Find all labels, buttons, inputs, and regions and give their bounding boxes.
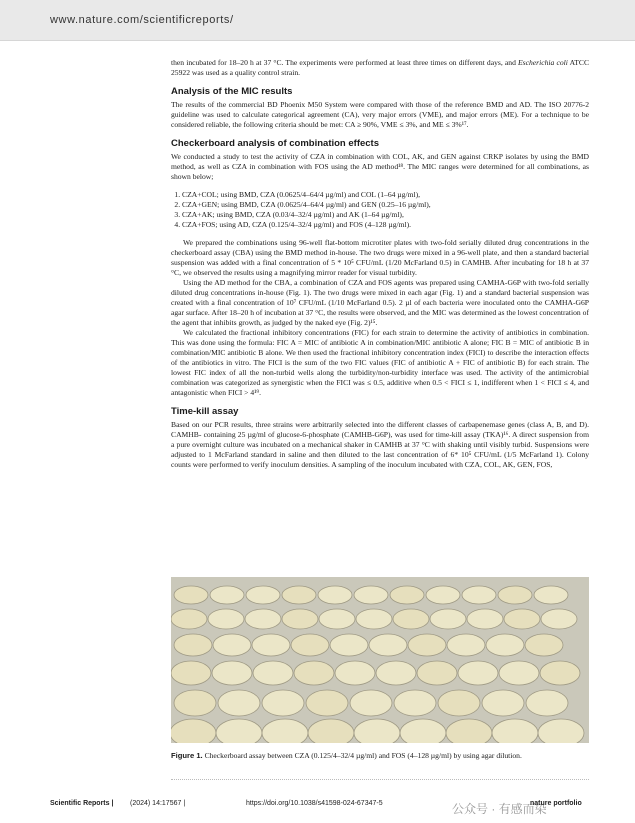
page-header (0, 0, 635, 41)
agar-plate (354, 719, 400, 743)
list-item: 4. CZA+FOS; using AD, CZA (0.125/4–32/4 µg/ml) and FOS (4–128 µg/ml). (182, 220, 589, 230)
agar-plate (262, 690, 304, 716)
agar-plate (171, 609, 207, 629)
watermark-text: 公众号 · 有感而染 (452, 802, 547, 816)
figure-label: Figure 1. (171, 751, 203, 760)
timekill-paragraph: Based on our PCR results, three strains were arbitrarily selected into the different classes of carbapenemase genes (class A, B, and D). CAMHB- containing 25 µg/ml of glucose-6-phosphate (CAMHB-G6P), was used for time-kill assay (TKA)¹⁶. A direct suspension from a pure overnight culture was incubated on a mechanical shaker in CAMHB at 37 °C with shaking until visibly turbid. Suspensions were adjusted to 1 McFarland standard in saline and then diluted to the last concentration of 6* 10⁵ CFU/mL (1/5 McFarland 1). Colony counts were performed to verify inoculum densities. A sampling of the inoculum incubated with CZA, COL, AK, GEN, FOS, (171, 420, 589, 469)
agar-plate (253, 661, 293, 685)
agar-plate (335, 661, 375, 685)
publisher-logo: nature portfolio (530, 800, 582, 807)
species-name: Escherichia coli (518, 58, 568, 67)
figure-1-photo (171, 577, 589, 743)
checkerboard-paragraph-3: Using the AD method for the CBA, a combination of CZA and FOS agents was prepared using CAMHA-G6P with two-fold serially diluted drug concentrations in-house (Fig. 1). The two drugs were mixed in each agar (Fig. 1) and a standard bacterial suspension was created with a final concentration of 10⁷ CFU/mL (1/10 McFarland 0.5). 2 µl of each bacteria were inoculated onto the CAMHA-G6P agar surface. After 18–20 h of incubation at 37 °C, the results were observed, and the MIC was determined as the lowest concentration of the agent that inhibits growth, as judged by the naked eye (Fig. 2)¹⁵. (171, 278, 589, 327)
agar-plate (174, 586, 208, 604)
agar-plate (534, 586, 568, 604)
footer-doi-link[interactable]: https://doi.org/10.1038/s41598-024-67347-5 (246, 800, 383, 807)
agar-plate (426, 586, 460, 604)
agar-plate (504, 609, 540, 629)
agar-plate (462, 586, 496, 604)
checkerboard-heading: Checkerboard analysis of combination effects (171, 138, 380, 149)
agar-plate (350, 690, 392, 716)
agar-plate (526, 690, 568, 716)
agar-plate (174, 634, 212, 656)
timekill-heading: Time-kill assay (171, 406, 239, 417)
checkerboard-intro: We conducted a study to test the activity of CZA in combination with COL, AK, and GEN against CRKP isolates by using the BMD method, as well as CZA in combination with FOS using the AD method¹⁸. The MIC ranges were determined for all combinations, as shown below; (171, 152, 589, 181)
agar-plate (319, 609, 355, 629)
agar-plate (282, 609, 318, 629)
agar-plates-image (171, 577, 589, 743)
list-item: 1. CZA+COL; using BMD, CZA (0.0625/4–64/4 µg/ml) and COL (1–64 µg/ml), (182, 190, 589, 200)
agar-plate (330, 634, 368, 656)
agar-plate (498, 586, 532, 604)
agar-plate (174, 690, 216, 716)
agar-plate (245, 609, 281, 629)
agar-plate (492, 719, 538, 743)
agar-plate (262, 719, 308, 743)
checkerboard-paragraph-2: We prepared the combinations using 96-well flat-bottom microtiter plates with two-fold serially diluted drug concentrations in the checkerboard assay (CBA) using the BMD method in-house. The two drugs were mixed in a 96-well plate, and then a standard bacterial suspension was added with a final concentration of 5 * 10⁵ CFU/mL (1/20 McFarland 0.5) in CAMHB. After incubating for 18 h at 37 °C, we observed the results using a magnifying mirror reader for visual turbidity. (171, 238, 589, 277)
combination-list (171, 190, 589, 230)
agar-plate (252, 634, 290, 656)
agar-plate (171, 661, 211, 685)
agar-plate (212, 661, 252, 685)
intro-text: then incubated for 18–20 h at 37 °C. The experiments were performed at least three times on different days, and (171, 58, 516, 67)
page-footer (50, 800, 590, 814)
agar-plate (486, 634, 524, 656)
agar-plate (540, 661, 580, 685)
agar-plate (216, 719, 262, 743)
agar-plate (282, 586, 316, 604)
agar-plate (538, 719, 584, 743)
agar-plate (408, 634, 446, 656)
agar-plate (458, 661, 498, 685)
agar-plate (499, 661, 539, 685)
agar-plate (430, 609, 466, 629)
agar-plate (308, 719, 354, 743)
footer-journal: Scientific Reports | (50, 800, 114, 807)
article-body (171, 58, 589, 470)
agar-plate (467, 609, 503, 629)
agar-plate (394, 690, 436, 716)
checkerboard-paragraph-4: We calculated the fractional inhibitory concentrations (FIC) for each strain to determine the activity of antibiotics in combination. This was done using the formula: FIC A = MIC of antibiotic A in combination/MIC antibiotic A alone; FIC B = MIC of antibiotic B in combination/MIC antibiotic B alone. We then used the fractional inhibitory concentration index (FICI) to describe the interaction effects of the antibiotics in vitro. The FICI is the sum of the two FIC values (FIC of antibiotic A + FIC of antibiotic B) for each strain. The lowest FIC index of all the non-turbid wells along the turbidity/non-turbidity interface was used. The activity of the antimicrobial combination was categorized as synergistic when the FICI was ≤ 0.5, additive when 0.5 < FICI ≤ 1, indifferent when 1 < FICI ≤ 4, and antagonistic when FICI > 4¹⁹. (171, 328, 589, 397)
footer-divider (171, 779, 589, 780)
intro-paragraph (171, 58, 589, 78)
agar-plate (369, 634, 407, 656)
agar-plate (246, 586, 280, 604)
agar-plate (356, 609, 392, 629)
agar-plate (208, 609, 244, 629)
journal-url[interactable]: www.nature.com/scientificreports/ (50, 14, 234, 26)
agar-plate (294, 661, 334, 685)
figure-caption-text: Checkerboard assay between CZA (0.125/4–32/4 µg/ml) and FOS (4–128 µg/ml) by using agar dilution. (204, 751, 522, 760)
agar-plate (438, 690, 480, 716)
agar-plate (291, 634, 329, 656)
mic-paragraph: The results of the commercial BD Phoenix M50 System were compared with those of the reference BMD and AD. The ISO 20776-2 guideline was used to calculate categorical agreement (CA), very major errors (VME), and major errors (ME). For a technique to be considered reliable, the following criteria should be met: CA ≥ 90%, VME ≤ 3%, and ME ≤ 3%¹⁷. (171, 100, 589, 129)
footer-volume: (2024) 14:17567 | (130, 800, 186, 807)
agar-plate (400, 719, 446, 743)
agar-plate (218, 690, 260, 716)
agar-plate (417, 661, 457, 685)
agar-plate (213, 634, 251, 656)
agar-plate (390, 586, 424, 604)
mic-heading: Analysis of the MIC results (171, 86, 293, 97)
agar-plate (210, 586, 244, 604)
agar-plate (482, 690, 524, 716)
agar-plate (541, 609, 577, 629)
agar-plate (525, 634, 563, 656)
agar-plate (306, 690, 348, 716)
agar-plate (318, 586, 352, 604)
figure-caption (171, 751, 589, 761)
agar-plate (354, 586, 388, 604)
agar-plate (393, 609, 429, 629)
list-item: 2. CZA+GEN; using BMD, CZA (0.0625/4–64/4 µg/ml) and GEN (0.25–16 µg/ml), (182, 200, 589, 210)
agar-plate (376, 661, 416, 685)
agar-plate (446, 719, 492, 743)
agar-plate (447, 634, 485, 656)
intro-text-end: ATCC 25922 was used as a quality control strain. (171, 58, 590, 77)
list-item: 3. CZA+AK; using BMD, CZA (0.03/4–32/4 µg/ml) and AK (1–64 µg/ml), (182, 210, 589, 220)
